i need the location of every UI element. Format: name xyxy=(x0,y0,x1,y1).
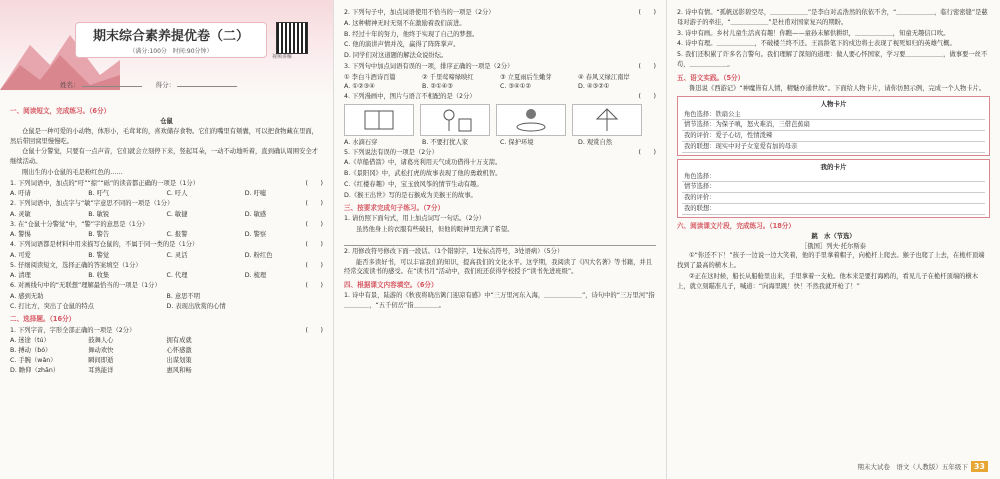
question: 2. 用修改符号修改下面一段话。（1个错别字，1处标点符号，3处语病）（5分） xyxy=(344,247,564,255)
options: A. 清理 B. 收集 C. 代理 D. 梳理 xyxy=(10,272,267,280)
option[interactable]: B.《景阳冈》中，武松打虎的故事表现了他的勇敢机智。 xyxy=(344,170,502,177)
options: A. 灵敏 B. 敏锐 C. 敏捷 D. 敏感 xyxy=(10,210,267,218)
options: ① 李白斗酒诗百篇 ② 千里莺啼绿映红 ③ 立夏雨后生嫩芽 ④ 春风又绿江南岸 xyxy=(344,73,630,81)
edit-paragraph: 能否多读好书，可以丰富我们的知识，提高我们的文化水平。这学期，我阅读了《四大名著》等书籍，并且经常交流读书的感受。在“读书月”活动中，我们班还获得学校授予“读书先进班级”。 xyxy=(344,258,652,276)
page-number: 33 xyxy=(971,461,988,472)
name-label: 姓名： xyxy=(60,81,80,89)
question: 3. 下列句中加点词语有误的一项，排序正确的一项是（2分） ( ) xyxy=(344,62,656,70)
exam-subtitle: （满分:100分 时间:90分钟） xyxy=(129,48,213,56)
option[interactable]: C.《红楼春趣》中，宝玉放风筝的情节生动有趣。 xyxy=(344,180,483,188)
name-field[interactable] xyxy=(82,86,142,87)
option[interactable]: B. 经过十年的努力，他终于实现了自己的梦想。 xyxy=(344,30,479,38)
passage-paragraph: 仓鼠是一种可爱的小动物，体形小，毛茸茸的，喜欢储存食物。它们的嘴里有颊囊，可以把食物藏在里面，然后带回窝里慢慢吃。 xyxy=(10,127,318,145)
options: A. 水滴石穿 B. 不要打扰人家 C. 保护环境 D. 观赏自然 xyxy=(344,138,613,146)
question: 5. 下列说法有误的一项是（2分） ( ) xyxy=(344,148,656,156)
section-heading: 四、根据课文内容填空。（6分） xyxy=(344,281,438,290)
cartoon-row xyxy=(344,104,656,136)
question: 1. 请仿照下面句式，用上加点词写一句话。（2分） xyxy=(344,215,486,223)
question: 1. 诗中有景，陆游的《秋夜将晓出篱门迎凉有感》中“三万里河东入海，＿＿＿＿＿＿”，诗句中的“三万里河”指＿＿＿＿，“五千仞岳”指＿＿＿＿。 xyxy=(344,292,655,310)
page-footer: 期末大试卷 语文（人教版）五年级下 33 xyxy=(857,461,988,473)
section-heading: 五、语文实践。（5分） xyxy=(677,73,745,82)
options: A. ①②③④ B. ②①④③ C. ③④①② D. ④③②① xyxy=(344,83,610,91)
question: 2. 诗中有情。“孤帆远影碧空尽，＿＿＿＿＿＿”是李白对孟浩然的依依不舍，“＿＿＿＿＿＿，临行密密缝”是慈母对游子的牵挂，“＿＿＿＿＿＿”是杜甫对国家复兴的期盼。 xyxy=(677,9,988,26)
question: 5. 我们还积累了许多名言警句。我们理解了深刻的道理：做人要心怀国家，学习要＿＿＿＿＿＿，做事要一丝不苟，＿＿＿＿＿＿。 xyxy=(677,51,988,68)
header-band xyxy=(0,0,333,100)
word-grid: A. 迷途（tú） 鼓舞人心 拥有成就 B. 搏动（bó） 舞动欢快 心怀感激 C. 手腕（wǎn） 瞬间即逝 出谋划策 D. 瞻仰（zhān） 耳熟能详 惠风和畅 xyxy=(10,337,192,374)
page-middle xyxy=(333,0,666,479)
answer-line[interactable] xyxy=(344,236,656,246)
cartoon-image[interactable] xyxy=(420,104,490,136)
options: A. 感到无助 B. 意思不明 C. 打比方，突出了仓鼠的特点 D. 表现出欣赏的心情 xyxy=(10,292,226,310)
qr-code-icon[interactable] xyxy=(276,22,308,54)
exam-title: 期末综合素养提优卷（二） xyxy=(92,29,249,44)
section-heading: 一、阅读短文，完成练习。（6分） xyxy=(10,107,111,115)
question: 1. 下列词语中，加点的“吁”“掠”“砾”的读音都正确的一项是（1分） ( ) xyxy=(10,179,323,187)
qr-label: 视频讲解 xyxy=(272,54,293,60)
student-info xyxy=(60,80,249,90)
options: A. 可爱 B. 警觉 C. 灵活 D. 粉红色 xyxy=(10,251,273,259)
cartoon-image[interactable] xyxy=(344,104,414,136)
page-left xyxy=(0,0,333,479)
score-label: 得分： xyxy=(155,81,176,89)
section-heading: 二、选择题。（16分） xyxy=(10,315,76,324)
option[interactable]: D. 同学们对这道题的解法众说纷纭。 xyxy=(344,52,448,59)
character-card-answer: 我的卡片 角色选择： 情节选择： 我的评价： 我的联想： xyxy=(677,159,990,218)
options: A. 吁请 B. 吁气 C. 吁人 D. 吁嘘 xyxy=(10,190,267,198)
cartoon-image[interactable] xyxy=(572,104,642,136)
question: 4. 下列词语都是材料中用来描写仓鼠的，不属于同一类的是（1分） ( ) xyxy=(10,241,323,249)
section-heading: 六、阅读课文片段，完成练习。（18分） xyxy=(677,221,795,230)
options: A. 警惕 B. 警告 C. 报警 D. 警察 xyxy=(10,231,267,239)
passage-paragraph: 刚出生的小仓鼠的毛是粉红色的…… xyxy=(22,168,123,176)
question: 5. 仔细阅读短文，选择正确的答案填空（1分） ( ) xyxy=(10,261,323,269)
option[interactable]: D.《猴王出世》写的是石猴成为美猴王的故事。 xyxy=(344,191,477,199)
page-right xyxy=(666,0,1000,479)
cartoon-image[interactable] xyxy=(496,104,566,136)
instruction: 鲁迅说《西游记》“神魔皆有人情，精魅亦通世故”。下面给人物卡片，请你仿照示例，完成一个人物卡片。 xyxy=(689,84,986,92)
reading-title: 跳 水（节选） xyxy=(811,232,856,240)
option[interactable]: A.《草船借箭》中，诸葛亮利用天气成功借得十万支箭。 xyxy=(344,159,502,167)
question: 3. 在“仓鼠十分警觉”中，“警”字的意思是（1分） ( ) xyxy=(10,220,323,228)
question: 3. 诗中有画。乡村儿童生活真有趣！你瞧——童孙未解供耕织，＿＿＿＿＿＿，知童无趣信口吹。 xyxy=(677,29,950,37)
title-box xyxy=(75,22,267,58)
question: 1. 下列字音，字形全部正确的一项是（2分） ( ) xyxy=(10,326,323,334)
option[interactable]: A. 这种精神无时无刻不在激励着我们前进。 xyxy=(344,19,466,27)
passage-title: 仓鼠 xyxy=(160,118,173,126)
question: 4. 下列漫画中，图片与语言不相配的是（2分） ( ) xyxy=(344,93,656,100)
option[interactable]: C. 他的演讲声情并茂，赢得了阵阵掌声。 xyxy=(344,41,460,49)
passage-paragraph: 仓鼠十分警觉，只要有一点声音，它们就会立刻停下来，竖起耳朵，一动不动地听着，直到确认周围安全才继续活动。 xyxy=(10,148,318,166)
question: 4. 诗中有理。＿＿＿＿＿＿，不破楼兰终不还。王昌龄笔下的戍边将士表现了视死如归的英雄气概。 xyxy=(677,40,956,48)
reading-paragraph: ①“你还不下！”孩子一边说一边大笑着，他的手里拿着帽子，向桅杆上爬去。猴子也爬了上去，在桅杆顶端找到了最高的横木上。 xyxy=(677,252,985,270)
example-sentence: 虽然他身上的衣服有些破旧，但他的眼神里充满了希望。 xyxy=(356,226,514,234)
section-heading: 三、按要求完成句子练习。（7分） xyxy=(344,204,445,213)
question: 6. 对画线句中的“无联想”理解最恰当的一项是（1分） ( ) xyxy=(10,282,323,290)
question: 2. 下列句子中，加点词语使用不恰当的一项是（2分） ( ) xyxy=(344,9,656,16)
reading-author: ［俄国］列夫·托尔斯泰 xyxy=(801,242,866,250)
question: 2. 下列词语中，加点字与“敏”字意思不同的一项是（1分） ( ) xyxy=(10,200,323,208)
reading-paragraph: ②正在这时候，船长从船舱里出来，手里拿着一支枪。他本来是要打海鸥的，看见儿子在桅杆顶端的横木上，就立刻瞄准儿子，喊道：“向海里跳！快！不然我就开枪了！” xyxy=(677,272,979,290)
character-card-example: 人物卡片 角色选择：铁扇公主 情节选择：为保子嗔，怒火难消，三借芭蕉扇 我的评价：爱子心切，性情泼辣 我的联想：现实中对子女宠爱有加的母亲 xyxy=(677,96,990,155)
score-field[interactable] xyxy=(177,86,237,87)
